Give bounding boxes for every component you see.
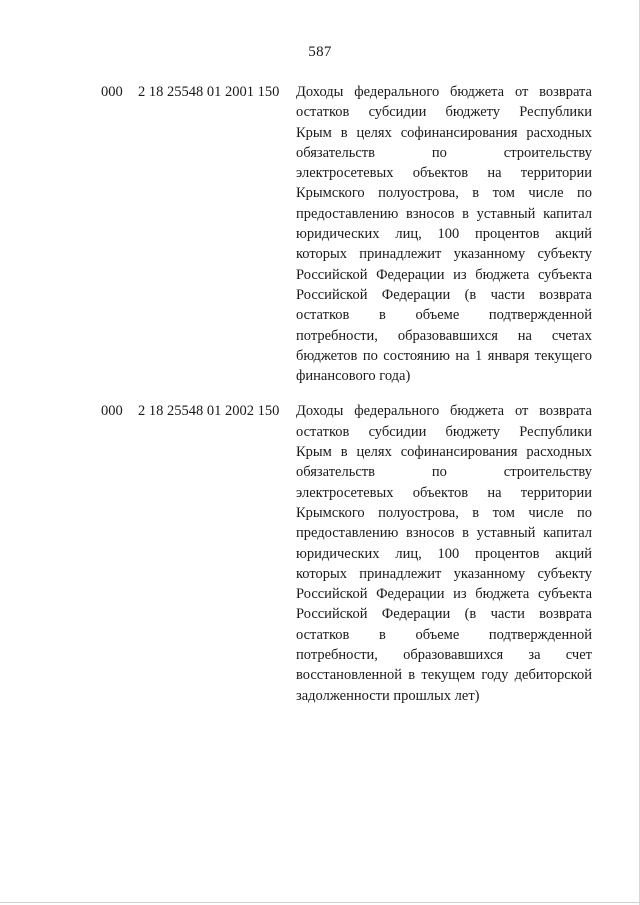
description-line: Российской Федерации (в части возврата bbox=[296, 286, 592, 303]
description-line: Доходы федерального бюджета от возврата bbox=[296, 403, 592, 420]
description-line: Доходы федерального бюджета от возврата bbox=[296, 84, 592, 100]
income-description bbox=[296, 82, 592, 386]
income-code: 2 18 25548 01 2002 150 bbox=[138, 403, 280, 420]
description-line: обязательств по строительству bbox=[296, 144, 592, 161]
description-line: остатков субсидии бюджету Республики bbox=[296, 104, 592, 121]
description-line: бюджетов по состоянию на 1 января текущего bbox=[296, 347, 592, 364]
description-line: электросетевых объектов на территории bbox=[296, 484, 592, 501]
income-description bbox=[296, 401, 592, 705]
description-line: остатков в объеме подтвержденной bbox=[296, 307, 592, 324]
description-line: остатков субсидии бюджету Республики bbox=[296, 423, 592, 440]
description-line: предоставлению взносов в уставный капитал bbox=[296, 525, 592, 542]
scan-edge bbox=[0, 902, 640, 903]
description-line: Крым в целях софинансирования расходных bbox=[296, 444, 592, 461]
description-line: предоставлению взносов в уставный капитал bbox=[296, 205, 592, 222]
description-line: юридических лиц, 100 процентов акций bbox=[296, 226, 592, 243]
description-line: задолженности прошлых лет) bbox=[296, 687, 480, 704]
income-code: 2 18 25548 01 2001 150 bbox=[138, 84, 280, 100]
description-line: восстановленной в текущем году дебиторской bbox=[296, 667, 592, 684]
description-line: обязательств по строительству bbox=[296, 464, 592, 481]
description-line: финансового года) bbox=[296, 368, 411, 385]
classification-entry bbox=[0, 401, 640, 705]
page-number: 587 bbox=[308, 44, 332, 60]
income-classification-list bbox=[0, 82, 640, 716]
classification-entry bbox=[0, 82, 640, 386]
description-line: электросетевых объектов на территории bbox=[296, 165, 592, 182]
description-line: юридических лиц, 100 процентов акций bbox=[296, 545, 592, 562]
administrator-code: 000 bbox=[101, 84, 123, 100]
description-line: Крымского полуострова, в том числе по bbox=[296, 504, 592, 521]
description-line: Российской Федерации из бюджета субъекта bbox=[296, 266, 592, 283]
description-line: потребности, образовавшихся за счет bbox=[296, 647, 592, 664]
description-line: Российской Федерации из бюджета субъекта bbox=[296, 586, 592, 603]
description-line: остатков в объеме подтвержденной bbox=[296, 626, 592, 643]
description-line: которых принадлежит указанному субъекту bbox=[296, 565, 592, 582]
description-line: Российской Федерации (в части возврата bbox=[296, 606, 592, 623]
description-line: Крым в целях софинансирования расходных bbox=[296, 124, 592, 141]
description-line: Крымского полуострова, в том числе по bbox=[296, 185, 592, 202]
administrator-code: 000 bbox=[101, 403, 123, 420]
description-line: потребности, образовавшихся на счетах bbox=[296, 327, 592, 344]
description-line: которых принадлежит указанному субъекту bbox=[296, 246, 592, 263]
